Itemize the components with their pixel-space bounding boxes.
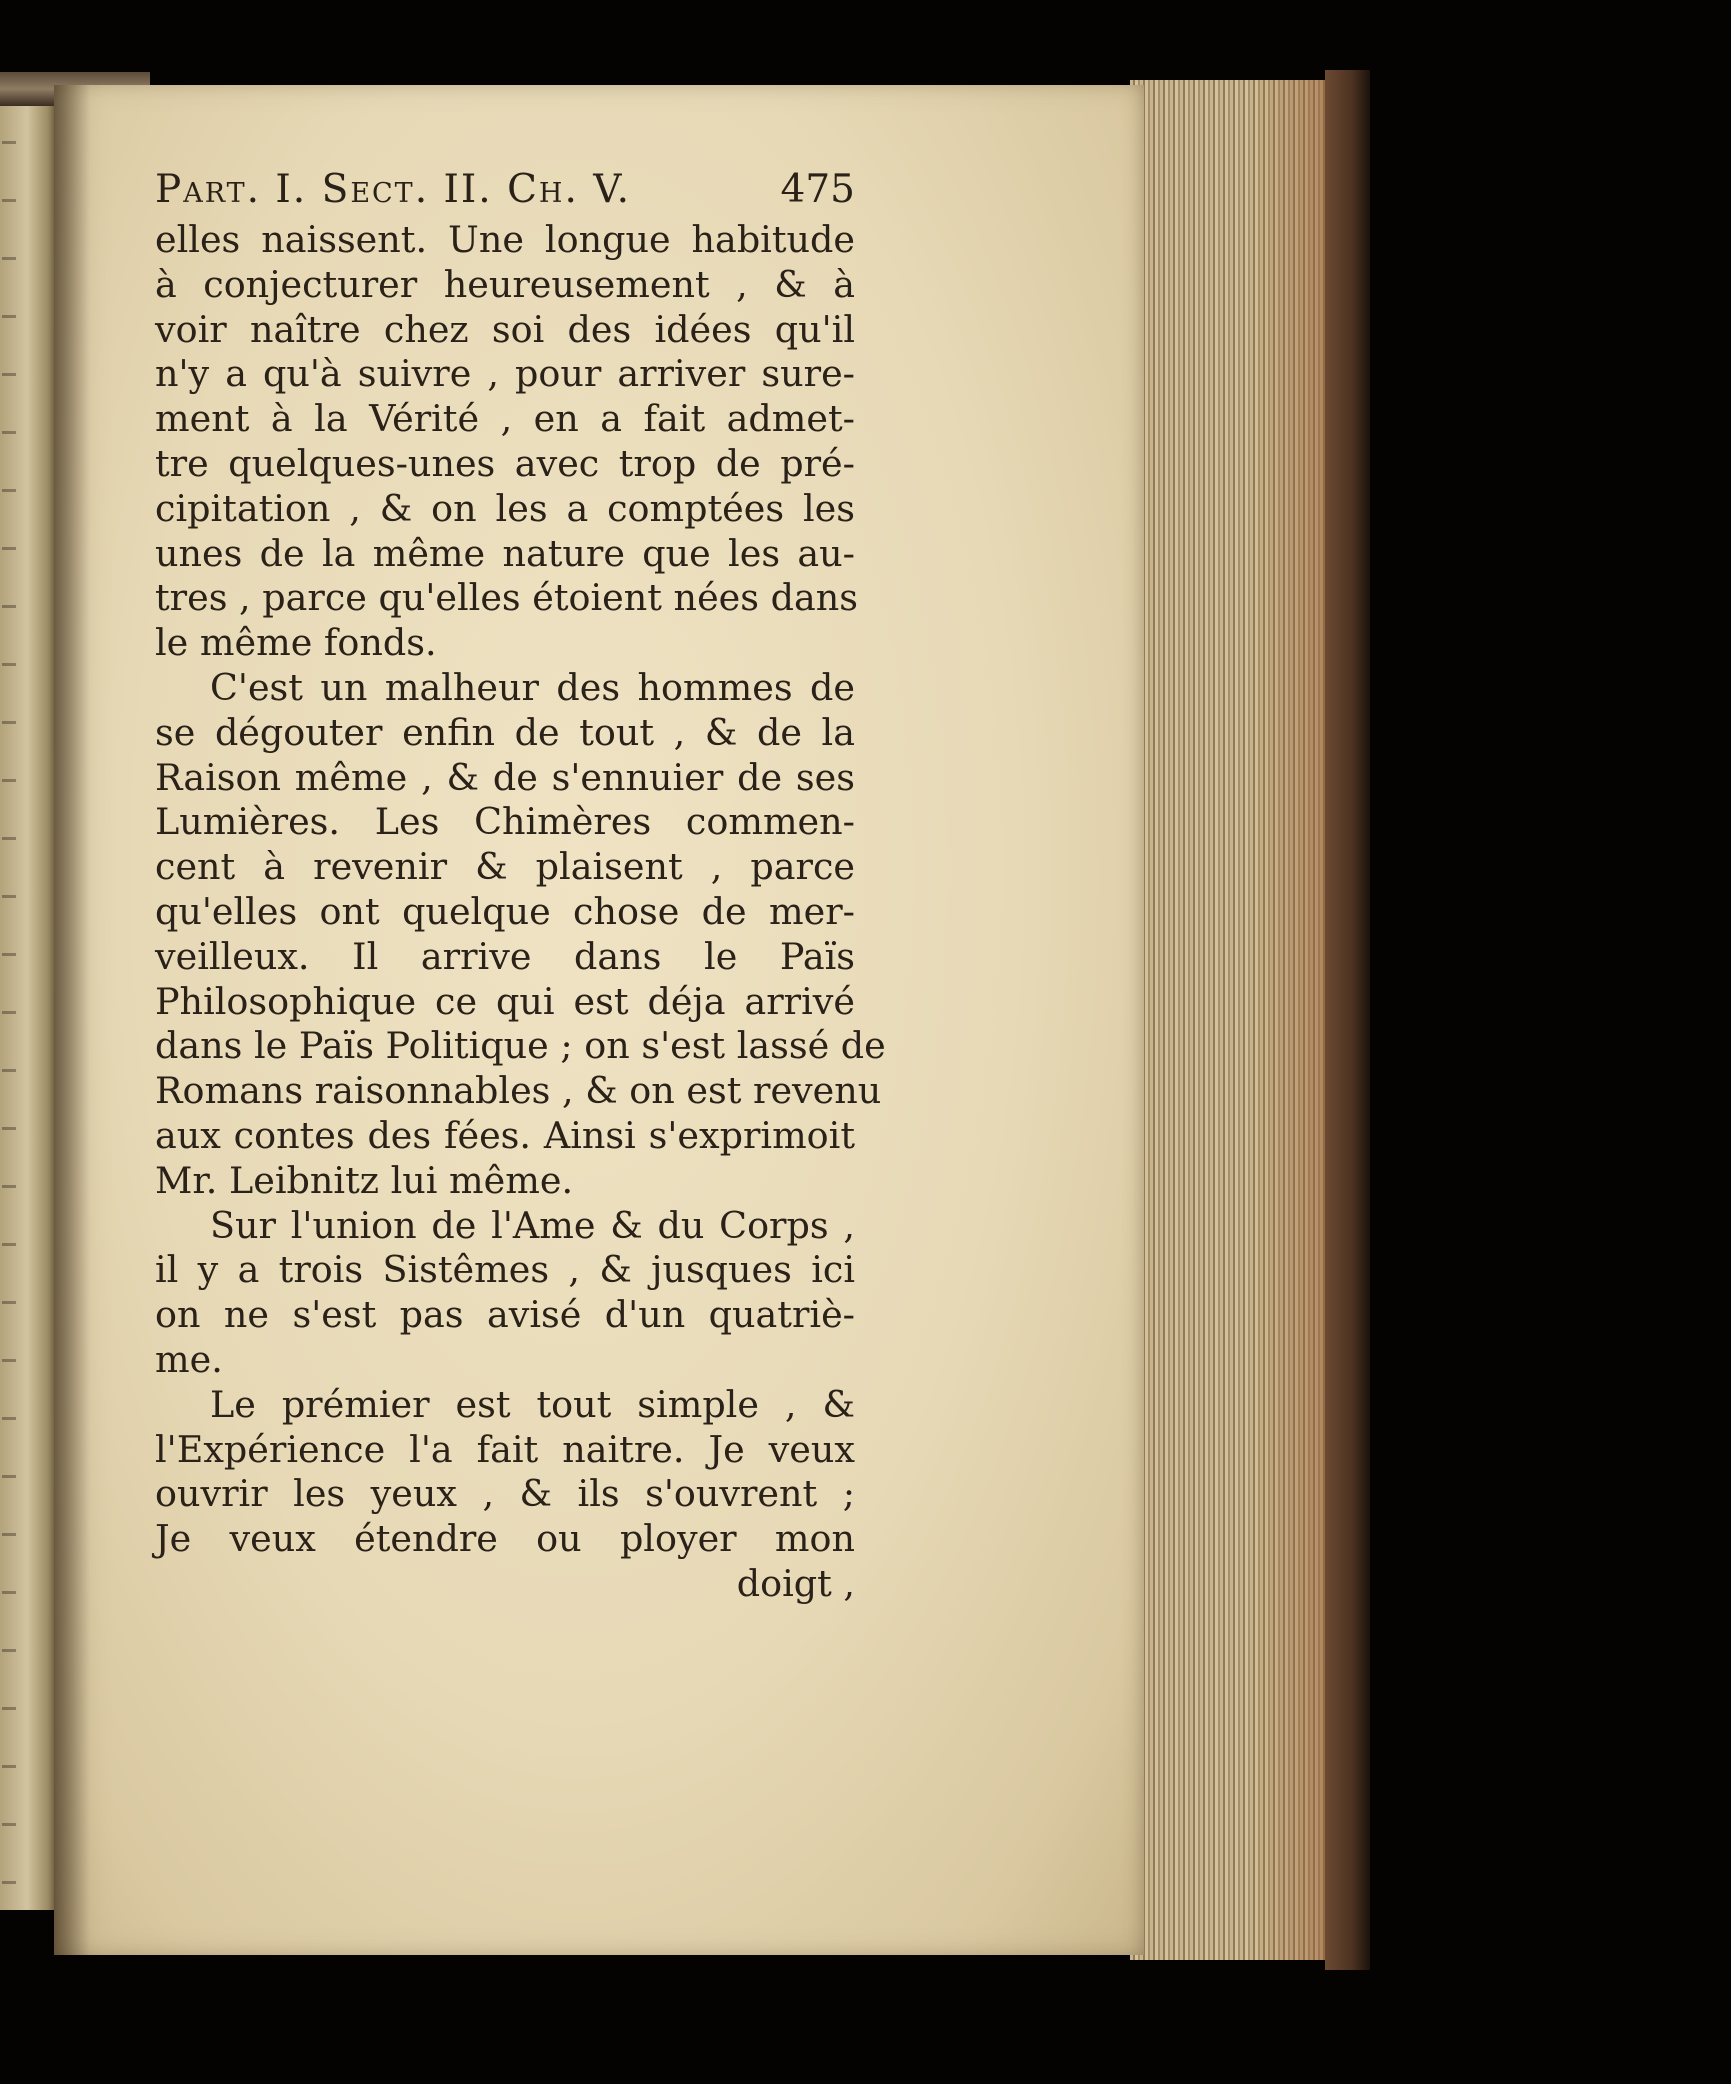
paragraph-2 [155, 665, 886, 1204]
paragraph-4 [155, 1383, 855, 1562]
text-line: tre quelques-unes avec trop de pré- [155, 441, 855, 485]
text-line: il y a trois Sistêmes , & jusques ici [155, 1248, 855, 1292]
text-line: qu'elles ont quelque chose de mer- [155, 889, 855, 933]
text-line: l'Expérience l'a fait naitre. Je veux [155, 1427, 855, 1471]
text-line: Lumières. Les Chimères commen- [155, 800, 855, 844]
text-line: tres , parce qu'elles étoient nées dans [155, 576, 858, 620]
text-line: on ne s'est pas avisé d'un quatriè- [155, 1293, 855, 1337]
text-line: à conjecturer heureusement , & à [155, 262, 855, 306]
page-number: 475 [780, 167, 855, 212]
text-line: C'est un malheur des hommes de [210, 665, 855, 709]
text-line: Sur l'union de l'Ame & du Corps , [210, 1203, 855, 1247]
gutter-shadow [54, 85, 90, 1955]
text-line: aux contes des fées. Ainsi s'exprimoit [155, 1113, 855, 1157]
running-head [155, 168, 855, 218]
text-line: se dégouter enfin de tout , & de la [155, 710, 855, 754]
text-line: ment à la Vérité , en a fait admet- [155, 397, 855, 441]
text-line: ouvrir les yeux , & ils s'ouvrent ; [155, 1472, 855, 1516]
text-line: unes de la même nature que les au- [155, 531, 855, 575]
text-line: n'y a qu'à suivre , pour arriver sure- [155, 352, 855, 396]
text-line: Philosophique ce qui est déja arrivé [155, 979, 855, 1023]
text-line: Romans raisonnables , & on est revenu [155, 1069, 882, 1113]
text-line: dans le Païs Politique ; on s'est lassé de [155, 1024, 886, 1068]
catchword: doigt , [736, 1561, 855, 1605]
text-line: elles naissent. Une longue habitude [155, 218, 855, 261]
text-line: cipitation , & on les a comptées les [155, 486, 855, 530]
paragraph-1 [155, 218, 858, 666]
page-text [155, 167, 886, 1607]
running-title: Part. I. Sect. II. Ch. V. [155, 167, 632, 212]
text-line: veilleux. Il arrive dans le Païs [155, 934, 855, 978]
text-line: Je veux étendre ou ployer mon [155, 1517, 855, 1561]
paragraph-3 [155, 1204, 855, 1383]
facing-page-text-marks [2, 95, 16, 1910]
text-line: Mr. Leibnitz lui même. [155, 1158, 574, 1202]
book-cover-edge [1325, 70, 1370, 1970]
text-line: me. [155, 1337, 223, 1381]
text-line: le même fonds. [155, 621, 437, 665]
text-line: Raison même , & de s'ennuier de ses [155, 755, 855, 799]
text-line: voir naître chez soi des idées qu'il [155, 307, 855, 351]
facing-page-edge [0, 95, 60, 1910]
text-line: Le prémier est tout simple , & [210, 1382, 855, 1426]
text-line: cent à revenir & plaisent , parce [155, 845, 855, 889]
